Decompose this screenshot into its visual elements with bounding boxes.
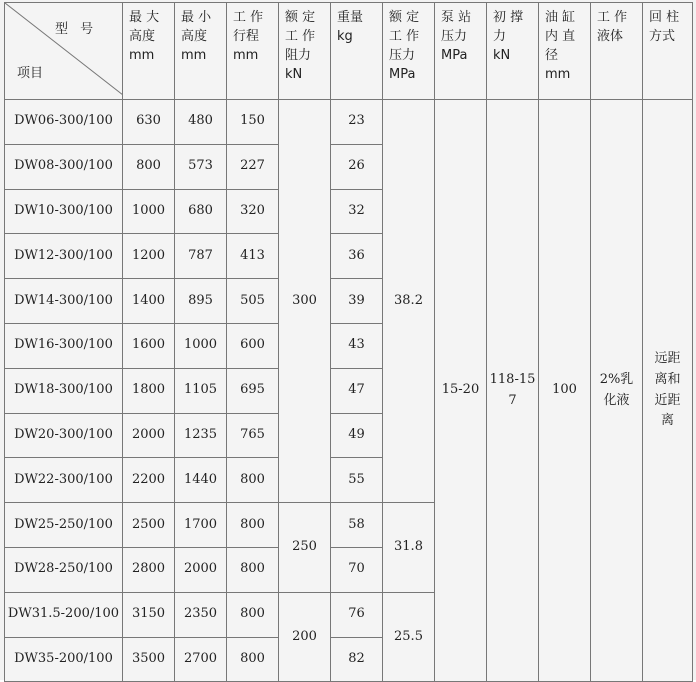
- stroke-cell: 800: [227, 503, 279, 548]
- weight-cell: 47: [331, 368, 383, 413]
- weight-cell: 26: [331, 144, 383, 189]
- weight-cell: 58: [331, 503, 383, 548]
- model-label: 型 号: [55, 22, 98, 37]
- spec-table: [4, 2, 693, 682]
- weight-cell: 23: [331, 100, 383, 145]
- model-cell: DW08-300/100: [5, 144, 123, 189]
- min-height-cell: 1700: [175, 503, 227, 548]
- stroke-cell: 765: [227, 413, 279, 458]
- max-height-cell: 1000: [123, 189, 175, 234]
- model-cell: DW35-200/100: [5, 637, 123, 682]
- cylinder-diameter-cell: 100: [539, 100, 591, 682]
- min-height-cell: 1440: [175, 458, 227, 503]
- rated-pressure-cell: 25.5: [383, 592, 435, 682]
- model-cell: DW16-300/100: [5, 323, 123, 368]
- rated-pressure-cell: 31.8: [383, 503, 435, 593]
- min-height-cell: 2000: [175, 547, 227, 592]
- retraction-cell: [643, 100, 693, 682]
- rated-pressure-cell: 38.2: [383, 100, 435, 503]
- resistance-cell: 250: [279, 503, 331, 593]
- col-header-stroke: 工 作 行程 mm: [227, 3, 279, 100]
- stroke-cell: 320: [227, 189, 279, 234]
- min-height-cell: 2700: [175, 637, 227, 682]
- max-height-cell: 2800: [123, 547, 175, 592]
- resistance-cell: 200: [279, 592, 331, 682]
- weight-cell: 43: [331, 323, 383, 368]
- min-height-cell: 573: [175, 144, 227, 189]
- min-height-cell: 1000: [175, 323, 227, 368]
- col-header-cylinder-diameter: 油 缸 内 直 径 mm: [539, 3, 591, 100]
- setting-force-cell: [487, 100, 539, 682]
- max-height-cell: 2000: [123, 413, 175, 458]
- col-header-rated-resistance: 额 定 工 作 阻力 kN: [279, 3, 331, 100]
- col-header-max-height: 最 大 高度 mm: [123, 3, 175, 100]
- weight-cell: 55: [331, 458, 383, 503]
- model-cell: DW18-300/100: [5, 368, 123, 413]
- fluid-value: 2%乳 化液: [599, 371, 634, 408]
- max-height-cell: 3150: [123, 592, 175, 637]
- weight-cell: 76: [331, 592, 383, 637]
- stroke-cell: 150: [227, 100, 279, 145]
- max-height-cell: 1200: [123, 234, 175, 279]
- max-height-cell: 1400: [123, 279, 175, 324]
- weight-cell: 70: [331, 547, 383, 592]
- header-row: [5, 3, 693, 100]
- col-header-weight: 重量 kg: [331, 3, 383, 100]
- stroke-cell: 800: [227, 637, 279, 682]
- model-cell: DW12-300/100: [5, 234, 123, 279]
- model-cell: DW31.5-200/100: [5, 592, 123, 637]
- stroke-cell: 800: [227, 592, 279, 637]
- min-height-cell: 1105: [175, 368, 227, 413]
- weight-cell: 36: [331, 234, 383, 279]
- col-header-fluid: 工 作 液体: [591, 3, 643, 100]
- stroke-cell: 505: [227, 279, 279, 324]
- col-header-pump-pressure: 泵 站 压力 MPa: [435, 3, 487, 100]
- resistance-cell: 300: [279, 100, 331, 503]
- stroke-cell: 413: [227, 234, 279, 279]
- retraction-value: 远距 离和 近距 离: [654, 351, 681, 429]
- table-row: [5, 100, 693, 145]
- stroke-cell: 600: [227, 323, 279, 368]
- model-cell: DW22-300/100: [5, 458, 123, 503]
- col-header-retraction: 回 柱 方式: [643, 3, 693, 100]
- max-height-cell: 630: [123, 100, 175, 145]
- max-height-cell: 3500: [123, 637, 175, 682]
- min-height-cell: 2350: [175, 592, 227, 637]
- min-height-cell: 895: [175, 279, 227, 324]
- model-cell: DW06-300/100: [5, 100, 123, 145]
- stroke-cell: 800: [227, 458, 279, 503]
- max-height-cell: 2200: [123, 458, 175, 503]
- stroke-cell: 695: [227, 368, 279, 413]
- min-height-cell: 680: [175, 189, 227, 234]
- weight-cell: 32: [331, 189, 383, 234]
- pump-pressure-cell: 15-20: [435, 100, 487, 682]
- model-cell: DW28-250/100: [5, 547, 123, 592]
- max-height-cell: 1800: [123, 368, 175, 413]
- model-cell: DW10-300/100: [5, 189, 123, 234]
- corner-header: [5, 3, 123, 100]
- item-label: 项目: [17, 66, 44, 81]
- min-height-cell: 1235: [175, 413, 227, 458]
- model-cell: DW14-300/100: [5, 279, 123, 324]
- weight-cell: 82: [331, 637, 383, 682]
- stroke-cell: 800: [227, 547, 279, 592]
- min-height-cell: 480: [175, 100, 227, 145]
- max-height-cell: 1600: [123, 323, 175, 368]
- weight-cell: 39: [331, 279, 383, 324]
- setting-force-value: 118-15 7: [489, 371, 536, 408]
- fluid-cell: [591, 100, 643, 682]
- col-header-rated-pressure: 额 定 工 作 压力 MPa: [383, 3, 435, 100]
- col-header-min-height: 最 小 高度 mm: [175, 3, 227, 100]
- model-cell: DW25-250/100: [5, 503, 123, 548]
- min-height-cell: 787: [175, 234, 227, 279]
- weight-cell: 49: [331, 413, 383, 458]
- max-height-cell: 2500: [123, 503, 175, 548]
- col-header-setting-force: 初 撑 力 kN: [487, 3, 539, 100]
- model-cell: DW20-300/100: [5, 413, 123, 458]
- max-height-cell: 800: [123, 144, 175, 189]
- stroke-cell: 227: [227, 144, 279, 189]
